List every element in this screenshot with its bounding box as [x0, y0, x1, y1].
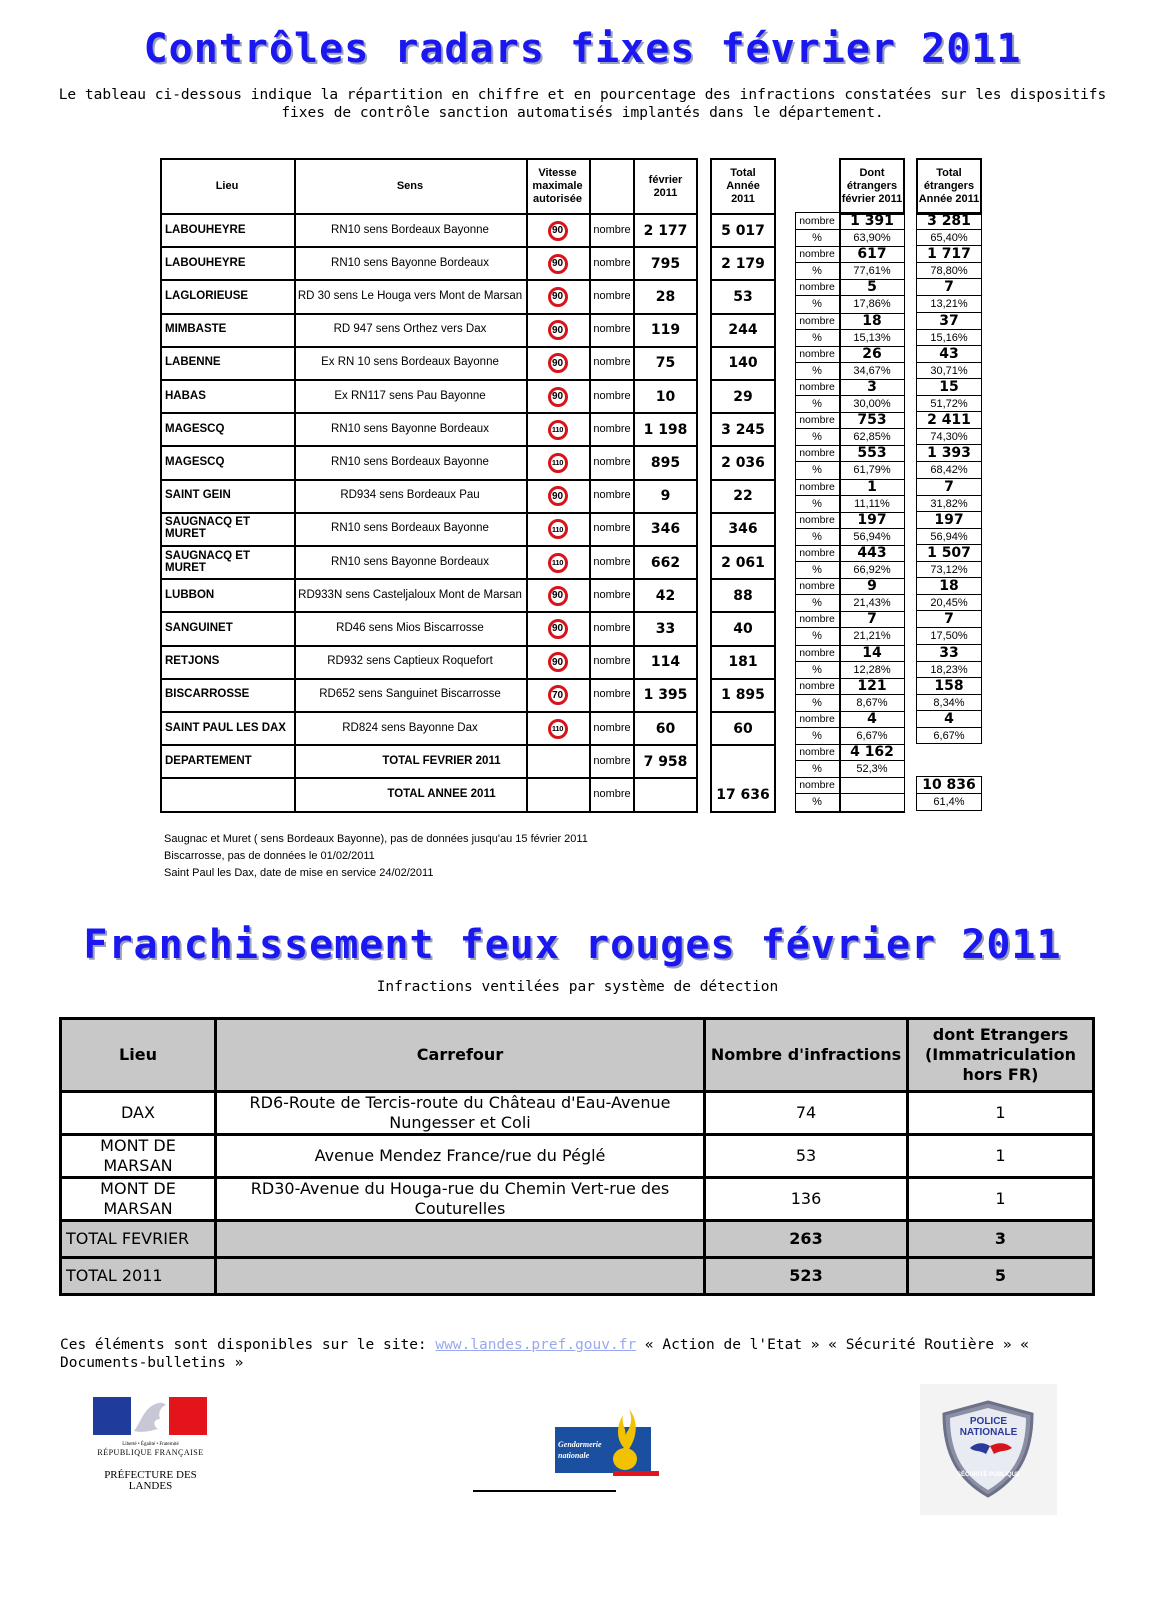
nombre-label: nombre [593, 555, 631, 568]
cell-nombre: 136 [705, 1178, 908, 1221]
nombre-label: nombre [799, 713, 835, 725]
etr-nombre: 121 [857, 677, 887, 694]
nombre-label: nombre [799, 215, 835, 227]
cell-sens: RN10 sens Bordeaux Bayonne [331, 223, 489, 236]
cell-lieu: LABOUHEYRE [165, 223, 246, 236]
cell-annee: 53 [733, 288, 753, 305]
cell-lieu: HABAS [165, 389, 206, 402]
speed-limit-sign-icon: 90 [548, 486, 568, 506]
pct-label: % [812, 796, 822, 809]
pct-label: % [812, 298, 822, 311]
cell-sens: RN10 sens Bayonne Bordeaux [331, 256, 489, 269]
tot-etr-pct: 68,42% [930, 464, 968, 477]
cell-vitesse [526, 647, 589, 678]
cell-lieu: BISCARROSSE [165, 688, 250, 701]
speed-limit-sign-icon: 70 [548, 685, 568, 705]
police-ring-text: SÉCURITÉ PUBLIQUE [956, 1472, 1020, 1478]
tot-etr-pct: 56,94% [930, 530, 968, 543]
nombre-label: nombre [593, 621, 631, 634]
cell-annee: 3 245 [721, 421, 765, 438]
police-label: POLICE NATIONALE [959, 1416, 1018, 1438]
cell-annee: 181 [728, 654, 758, 671]
nombre-label: nombre [799, 281, 835, 294]
etr-nombre: 1 391 [850, 213, 894, 229]
tot-etr-nombre: 197 [934, 511, 964, 528]
tot-etr-pct: 61,4% [933, 796, 965, 809]
tot-etr-pct: 51,72% [930, 398, 968, 410]
cell-fevrier: 9 [660, 488, 671, 505]
nombre-label: nombre [799, 513, 835, 526]
cell-annee: 5 017 [721, 222, 765, 239]
speed-limit-sign-icon: 90 [548, 387, 568, 407]
tot-etr-pct: 18,23% [930, 663, 968, 676]
cell-sens: Ex RN 10 sens Bordeaux Bayonne [321, 356, 499, 369]
cell-vitesse [526, 580, 589, 611]
tot-etr-nombre: 2 411 [927, 412, 971, 429]
cell-lieu: LABENNE [165, 356, 221, 369]
cell-lieu: LUBBON [165, 588, 215, 601]
nombre-label: nombre [593, 489, 631, 502]
speed-limit-sign-icon: 90 [548, 586, 568, 606]
cell-vitesse [526, 447, 589, 478]
etr-pct: 63,90% [853, 232, 891, 244]
speed-limit-sign-icon: 110 [548, 553, 568, 573]
nombre-label: nombre [799, 679, 835, 692]
etr-pct: 8,67% [856, 696, 888, 709]
pct-label: % [812, 464, 822, 477]
total-fevrier-label: TOTAL FEVRIER 2011 [382, 754, 501, 767]
cell-nombre: 53 [705, 1135, 908, 1178]
cell-sens: RN10 sens Bordeaux Bayonne [331, 455, 489, 468]
tot-etr-pct: 6,67% [933, 730, 965, 742]
total-empty [216, 1258, 705, 1295]
etr-nombre: 26 [862, 345, 882, 362]
etr-nombre: 4 [867, 711, 877, 727]
total-annee: 17 636 [716, 786, 770, 803]
cell-annee: 88 [733, 587, 753, 604]
cell-sens: RD933N sens Casteljaloux Mont de Marsan [298, 588, 522, 601]
etr-pct: 61,79% [853, 464, 891, 477]
pct-label: % [812, 331, 822, 344]
cell-lieu: SAUGNACQ ET MURET [165, 549, 250, 574]
nombre-label: nombre [593, 688, 631, 701]
cell-fevrier: 42 [655, 587, 676, 604]
cell-fevrier: 10 [655, 388, 676, 405]
tot-etr-nombre: 1 393 [927, 445, 971, 462]
header-etrangers: dont Etrangers (Immatriculation hors FR) [908, 1019, 1094, 1092]
cell-vitesse [526, 481, 589, 512]
cell-fevrier: 795 [650, 255, 681, 272]
cell-lieu: DAX [61, 1092, 216, 1135]
etr-nombre: 197 [857, 511, 887, 528]
pct-label: % [812, 730, 822, 742]
nombre-label: nombre [799, 646, 835, 659]
police-logo [920, 1384, 1057, 1515]
cell-annee: 140 [728, 355, 758, 372]
cell-fevrier: 895 [650, 454, 681, 471]
header-fevrier: février 2011 [648, 173, 683, 199]
radar-notes [164, 831, 588, 882]
note: Biscarrosse, pas de données le 01/02/2011 [164, 850, 375, 862]
source-note [60, 1336, 1120, 1372]
tot-etr-pct: 13,21% [930, 298, 968, 311]
table-row [61, 1178, 1094, 1221]
tot-etr-pct: 17,50% [930, 630, 968, 643]
cell-lieu: MAGESCQ [165, 422, 225, 435]
table-row [61, 1092, 1094, 1135]
pct-label: % [812, 630, 822, 643]
total-etrangers: 5 [908, 1258, 1094, 1295]
etr-nombre: 7 [867, 611, 877, 628]
cell-vitesse [526, 613, 589, 644]
prefecture-motto: Liberté • Égalité • Fraternité [122, 1442, 179, 1447]
total-lieu: DEPARTEMENT [165, 754, 252, 767]
tot-etr-pct: 73,12% [930, 564, 968, 576]
etr-nombre: 443 [857, 545, 887, 561]
pct-label: % [812, 398, 822, 410]
total-nombre: 263 [705, 1221, 908, 1258]
cell-fevrier: 346 [650, 521, 681, 538]
header-sens: Sens [396, 180, 424, 192]
nombre-label: nombre [593, 356, 631, 369]
nombre-label: nombre [593, 522, 631, 535]
tot-etr-nombre: 37 [939, 312, 959, 329]
tot-etr-nombre: 33 [939, 644, 959, 661]
speed-limit-sign-icon: 90 [548, 287, 568, 307]
feux-header-row [61, 1019, 1094, 1092]
etr-nombre: 617 [857, 246, 887, 263]
cell-fevrier: 1 198 [643, 421, 688, 438]
total-nombre: 523 [705, 1258, 908, 1295]
blank-cell [712, 744, 774, 777]
cell-lieu: SAINT PAUL LES DAX [165, 721, 286, 734]
tot-etr-pct: 78,80% [930, 265, 968, 278]
etr-nombre: 9 [867, 578, 877, 595]
header-total-etrangers: Total étrangers Année 2011 [918, 167, 980, 205]
cell-lieu: SANGUINET [165, 621, 233, 634]
speed-limit-sign-icon: 90 [548, 221, 568, 241]
speed-limit-sign-icon: 90 [548, 652, 568, 672]
gendarmerie-logo [553, 1405, 663, 1477]
nombre-label: nombre [593, 655, 631, 668]
tot-etr-nombre: 1 717 [927, 246, 971, 263]
tot-etr-nombre: 7 [944, 478, 954, 495]
cell-lieu: MONT DE MARSAN [61, 1135, 216, 1178]
cell-sens: RD46 sens Mios Biscarrosse [336, 621, 484, 634]
radar-intro: Le tableau ci-dessous indique la répartition en chiffre et en pourcentage des infractions constatées sur les dispositifs fixes de contrôle sanction automatisés implantés dans le département. [58, 87, 1107, 121]
pct-label: % [812, 265, 822, 278]
cell-fevrier: 119 [650, 322, 681, 339]
tot-etr-nombre: 7 [944, 279, 954, 296]
nombre-label: nombre [799, 414, 835, 427]
cell-annee: 2 061 [721, 554, 765, 571]
cell-carrefour: RD30-Avenue du Houga-rue du Chemin Vert-rue des Couturelles [216, 1178, 705, 1221]
source-link[interactable]: www.landes.pref.gouv.fr [435, 1337, 637, 1353]
cell-carrefour: RD6-Route de Tercis-route du Château d'Eau-Avenue Nungesser et Coli [216, 1092, 705, 1135]
nombre-label: nombre [799, 347, 835, 360]
nombre-label: nombre [799, 314, 835, 327]
etr-pct: 52,3% [856, 763, 888, 776]
etr-pct: 11,11% [854, 497, 890, 510]
cell-fevrier: 2 177 [643, 222, 688, 239]
total-row [61, 1221, 1094, 1258]
pct-label: % [812, 431, 822, 444]
cell-vitesse [526, 381, 589, 412]
cell-vitesse [526, 315, 589, 346]
cell-vitesse [526, 348, 589, 379]
cell-annee: 40 [733, 620, 753, 637]
cell-vitesse [526, 215, 589, 246]
table-row [61, 1135, 1094, 1178]
row-divider [795, 793, 905, 794]
etr-pct: 77,61% [853, 265, 891, 278]
pct-label: % [812, 597, 822, 610]
cell-annee: 244 [728, 322, 758, 339]
nombre-label: nombre [593, 256, 631, 269]
header-nombre: Nombre d'infractions [705, 1019, 908, 1092]
cell-etrangers: 1 [908, 1092, 1094, 1135]
cell-annee: 346 [728, 521, 758, 538]
nombre-label: nombre [593, 289, 631, 302]
cell-fevrier: 1 395 [643, 687, 688, 704]
cell-sens: RN10 sens Bordeaux Bayonne [331, 522, 489, 535]
nombre-label: nombre [799, 613, 835, 626]
cell-annee: 2 179 [721, 255, 765, 272]
speed-limit-sign-icon: 90 [548, 320, 568, 340]
pct-label: % [812, 663, 822, 676]
cell-lieu: MONT DE MARSAN [61, 1178, 216, 1221]
prefecture-logo [88, 1393, 213, 1493]
tot-etr-pct: 30,71% [930, 364, 968, 377]
speed-limit-sign-icon: 110 [548, 420, 568, 440]
etr-nombre: 553 [857, 445, 887, 462]
nombre-label: nombre [593, 223, 631, 236]
pct-label: % [812, 530, 822, 543]
etr-pct: 34,67% [853, 364, 891, 377]
nombre-label: nombre [593, 455, 631, 468]
cell-annee: 1 895 [721, 687, 765, 704]
nombre-label: nombre [799, 480, 835, 493]
nombre-label: nombre [593, 422, 631, 435]
prefecture-dept: LANDES [128, 1480, 173, 1492]
cell-lieu: LAGLORIEUSE [165, 289, 249, 302]
cell-fevrier: 662 [650, 554, 681, 571]
tot-etr-nombre: 4 [944, 711, 954, 727]
speed-limit-sign-icon: 90 [548, 254, 568, 274]
tot-etr-nombre: 15 [939, 379, 959, 395]
cell-vitesse [526, 713, 589, 744]
total-etrangers: 3 [908, 1221, 1094, 1258]
cell-vitesse [526, 514, 589, 545]
header-dont-etrangers: Dont étrangers février 2011 [841, 167, 903, 205]
pct-label: % [812, 232, 822, 244]
nombre-label: nombre [799, 746, 835, 759]
tot-etr-nombre: 158 [934, 677, 964, 694]
note: Saugnac et Muret ( sens Bordeaux Bayonne), pas de données jusqu'au 15 février 2011 [164, 833, 588, 845]
cell-sens: RD934 sens Bordeaux Pau [340, 489, 480, 502]
cell-fevrier: 60 [655, 720, 676, 737]
etr-pct: 15,13% [853, 331, 891, 344]
cell-fevrier: 33 [655, 620, 676, 637]
cell-sens: RD 947 sens Orthez vers Dax [333, 323, 487, 336]
nombre-label: nombre [799, 779, 835, 792]
cell-fevrier: 75 [655, 355, 676, 372]
pct-label: % [812, 564, 822, 576]
source-suffix: « Action de l'Etat » « Sécurité Routière » « Documents-bulletins » [60, 1337, 1030, 1371]
header-total-annee: Total Année 2011 [726, 167, 760, 205]
prefecture-name: PRÉFECTURE DES [104, 1469, 197, 1481]
cell-vitesse [526, 680, 589, 711]
speed-limit-sign-icon: 110 [548, 453, 568, 473]
nombre-label: nombre [593, 754, 631, 767]
cell-sens: RN10 sens Bayonne Bordeaux [331, 422, 489, 435]
nombre-label: nombre [799, 580, 835, 593]
cell-fevrier: 114 [650, 654, 681, 671]
cell-vitesse [526, 281, 589, 312]
total-empty [216, 1221, 705, 1258]
total-label: TOTAL FEVRIER [61, 1221, 216, 1258]
nombre-label: nombre [799, 381, 835, 393]
nombre-label: nombre [593, 787, 631, 800]
etr-pct: 6,67% [856, 730, 888, 742]
marianne-flag-icon [88, 1393, 213, 1435]
header-lieu: Lieu [215, 180, 239, 192]
tot-etr-nombre: 18 [939, 578, 959, 595]
header-lieu: Lieu [61, 1019, 216, 1092]
cell-annee: 22 [733, 488, 753, 505]
pct-label: % [812, 497, 822, 510]
total-row [61, 1258, 1094, 1295]
row-divider [795, 811, 905, 812]
cell-sens: RD652 sens Sanguinet Biscarrosse [319, 688, 501, 701]
cell-etrangers: 1 [908, 1135, 1094, 1178]
header-vitesse: Vitesse maximale autorisée [532, 167, 583, 205]
tot-etr-pct: 20,45% [930, 597, 968, 610]
speed-limit-sign-icon: 90 [548, 619, 568, 639]
pct-label: % [812, 763, 822, 776]
total-label: TOTAL 2011 [61, 1258, 216, 1295]
radar-title: Contrôles radars fixes février 2011 [143, 26, 1022, 72]
etr-pct: 62,85% [853, 431, 891, 444]
etr-pct: 21,21% [853, 630, 891, 643]
etr-pct: 17,86% [853, 298, 891, 311]
blank-cell [635, 779, 696, 808]
cell-annee: 2 036 [721, 454, 765, 471]
pct-label: % [812, 364, 822, 377]
row-divider [710, 744, 776, 746]
cell-sens: RD824 sens Bayonne Dax [342, 721, 478, 734]
cell-sens: RD932 sens Captieux Roquefort [327, 655, 493, 668]
tot-etr-nombre: 3 281 [927, 213, 971, 229]
etr-nombre: 4 162 [850, 744, 894, 761]
etr-nombre: 3 [867, 379, 877, 395]
tot-etr-pct: 74,30% [930, 431, 968, 444]
gendarmerie-label: Gendarmerie nationale [558, 1440, 602, 1460]
speed-limit-sign-icon: 110 [548, 719, 568, 739]
note: Saint Paul les Dax, date de mise en service 24/02/2011 [164, 867, 434, 879]
etr-pct: 56,94% [853, 530, 891, 543]
total-fevrier: 7 958 [643, 753, 688, 770]
cell-lieu: SAINT GEIN [165, 489, 231, 502]
cell-fevrier: 28 [655, 288, 676, 305]
cell-lieu: SAUGNACQ ET MURET [165, 516, 250, 541]
speed-limit-sign-icon: 110 [548, 519, 568, 539]
pct-label: % [812, 696, 822, 709]
cell-vitesse [526, 414, 589, 445]
source-prefix: Ces éléments sont disponibles sur le site: [60, 1337, 436, 1353]
cell-etrangers: 1 [908, 1178, 1094, 1221]
cell-lieu: RETJONS [165, 655, 220, 668]
speed-limit-sign-icon: 90 [548, 353, 568, 373]
nombre-label: nombre [799, 547, 835, 559]
feux-title: Franchissement feux rouges février 2011 [83, 922, 1062, 968]
cell-nombre: 74 [705, 1092, 908, 1135]
cell-vitesse [526, 547, 589, 578]
nombre-label: nombre [593, 323, 631, 336]
feux-table [59, 1017, 1095, 1296]
prefecture-republique: RÉPUBLIQUE FRANÇAISE [97, 1448, 204, 1457]
cell-annee: 29 [733, 388, 753, 405]
etr-nombre: 5 [867, 279, 877, 296]
etr-nombre: 18 [862, 312, 882, 329]
tot-etr-pct: 31,82% [930, 497, 968, 510]
cell-sens: Ex RN117 sens Pau Bayonne [334, 389, 486, 402]
tot-etr-pct: 65,40% [930, 232, 968, 244]
etr-pct: 21,43% [853, 597, 891, 610]
cell-lieu: LABOUHEYRE [165, 256, 246, 269]
cell-vitesse [526, 248, 589, 279]
etr-nombre: 1 [867, 478, 877, 495]
tot-etr-nombre: 43 [939, 345, 959, 362]
etr-pct: 12,28% [853, 663, 891, 676]
etr-nombre: 14 [862, 644, 882, 661]
cell-sens: RN10 sens Bayonne Bordeaux [331, 555, 489, 568]
nombre-label: nombre [593, 389, 631, 402]
etr-pct: 66,92% [853, 564, 891, 576]
cell-lieu: MIMBASTE [165, 323, 227, 336]
header-carrefour: Carrefour [216, 1019, 705, 1092]
nombre-label: nombre [799, 248, 835, 261]
cell-sens: RD 30 sens Le Houga vers Mont de Marsan [297, 289, 523, 302]
police-badge-icon [920, 1384, 1057, 1515]
total-annee-label: TOTAL ANNEE 2011 [387, 787, 496, 800]
tot-etr-nombre: 10 836 [922, 777, 976, 794]
tot-etr-pct: 8,34% [933, 696, 965, 709]
feux-subtitle: Infractions ventilées par système de détection [376, 979, 779, 995]
cell-annee: 60 [733, 720, 753, 737]
nombre-label: nombre [593, 588, 631, 601]
cell-carrefour: Avenue Mendez France/rue du Péglé [216, 1135, 705, 1178]
nombre-label: nombre [593, 721, 631, 734]
nombre-label: nombre [799, 447, 835, 460]
tot-etr-nombre: 1 507 [927, 545, 971, 561]
etr-nombre: 753 [857, 412, 887, 429]
etr-pct: 30,00% [853, 398, 891, 410]
cell-lieu: MAGESCQ [165, 455, 225, 468]
tot-etr-nombre: 7 [944, 611, 954, 628]
divider [473, 1490, 616, 1492]
tot-etr-pct: 15,16% [930, 331, 968, 344]
